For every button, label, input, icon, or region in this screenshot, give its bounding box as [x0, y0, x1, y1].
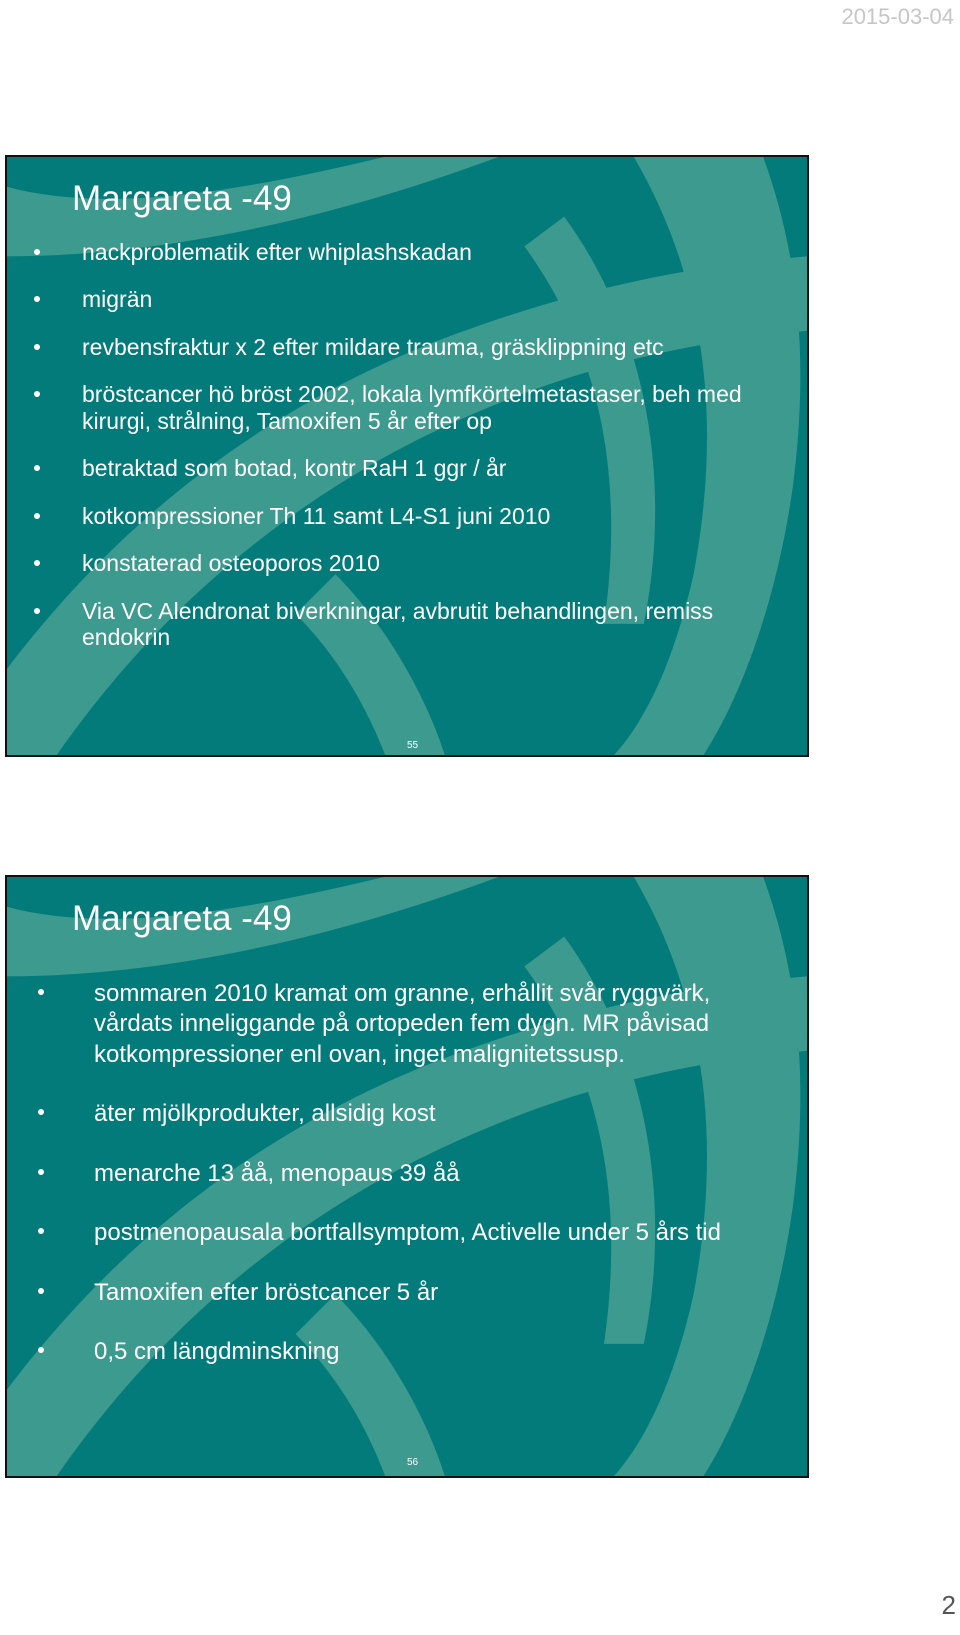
bullet-icon	[30, 455, 44, 479]
list-item: sommaren 2010 kramat om granne, erhållit svår ryggvärk, vårdats inneliggande på ortopeden fem dygn. MR påvisad kotkompressioner enl ovan, inget malignitetssusp.	[94, 979, 784, 1070]
bullet-icon	[30, 503, 44, 527]
bullet-icon	[30, 381, 44, 405]
bullet-icon	[34, 1159, 48, 1183]
slide-55	[5, 155, 809, 757]
slide-number: 55	[407, 740, 419, 751]
list-item: menarche 13 åå, menopaus 39 åå	[94, 1159, 784, 1189]
page-number: 2	[941, 1590, 956, 1620]
bullet-icon	[30, 598, 44, 622]
bullet-icon	[34, 1099, 48, 1123]
list-item: migrän	[82, 286, 782, 312]
slide-number: 56	[407, 1457, 419, 1468]
bullet-icon	[34, 1337, 48, 1361]
slide-title: Margareta -49	[72, 899, 292, 938]
list-item: konstaterad osteoporos 2010	[82, 550, 782, 576]
slide-title: Margareta -49	[72, 179, 292, 218]
list-item: nackproblematik efter whiplashskadan	[82, 239, 782, 265]
bullet-icon	[30, 550, 44, 574]
bullet-icon	[34, 979, 48, 1003]
list-item: postmenopausala bortfallsymptom, Activelle under 5 års tid	[94, 1218, 784, 1248]
list-item: 0,5 cm längdminskning	[94, 1337, 784, 1367]
bullet-list	[94, 979, 784, 1397]
list-item: revbensfraktur x 2 efter mildare trauma, gräsklippning etc	[82, 334, 782, 360]
list-item: bröstcancer hö bröst 2002, lokala lymfkörtelmetastaser, beh med kirurgi, strålning, Tamoxifen 5 år efter op	[82, 381, 782, 434]
list-item: äter mjölkprodukter, allsidig kost	[94, 1099, 784, 1129]
list-item: Tamoxifen efter bröstcancer 5 år	[94, 1278, 784, 1308]
page-date: 2015-03-04	[841, 4, 954, 29]
list-item: kotkompressioner Th 11 samt L4-S1 juni 2010	[82, 503, 782, 529]
bullet-list	[82, 239, 782, 671]
bullet-icon	[30, 286, 44, 310]
bullet-icon	[34, 1278, 48, 1302]
bullet-icon	[30, 334, 44, 358]
list-item: Via VC Alendronat biverkningar, avbrutit behandlingen, remiss endokrin	[82, 598, 782, 651]
list-item: betraktad som botad, kontr RaH 1 ggr / år	[82, 455, 782, 481]
slide-56	[5, 875, 809, 1478]
bullet-icon	[34, 1218, 48, 1242]
bullet-icon	[30, 239, 44, 263]
